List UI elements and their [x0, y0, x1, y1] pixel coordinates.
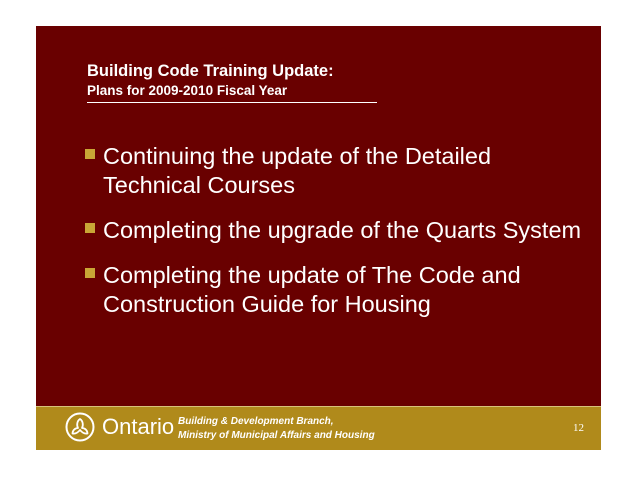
bullet-text: Continuing the update of the Detailed Technical Courses [103, 143, 492, 198]
bullet-text: Completing the upgrade of the Quarts System [103, 217, 582, 243]
footer-divider [36, 406, 601, 407]
slide-subtitle: Plans for 2009-2010 Fiscal Year [87, 83, 288, 98]
branch-info [178, 415, 375, 443]
ontario-logo-text: Ontario [102, 414, 175, 439]
square-bullet-icon [85, 268, 95, 278]
ontario-trillium-logo-icon [65, 412, 95, 442]
bullet-item [84, 142, 584, 200]
bullet-list [84, 142, 584, 335]
square-bullet-icon [85, 223, 95, 233]
slide-footer [36, 406, 601, 450]
slide-title: Building Code Training Update: [87, 62, 334, 80]
bullet-item [84, 216, 584, 245]
bullet-item [84, 261, 584, 319]
square-bullet-icon [85, 149, 95, 159]
bullet-text: Completing the update of The Code and Construction Guide for Housing [103, 262, 521, 317]
slide-canvas [36, 26, 601, 450]
title-underline [87, 102, 377, 103]
ministry-line: Ministry of Municipal Affairs and Housing [178, 430, 375, 441]
branch-line: Building & Development Branch, [178, 416, 334, 427]
page-number: 12 [573, 422, 584, 434]
